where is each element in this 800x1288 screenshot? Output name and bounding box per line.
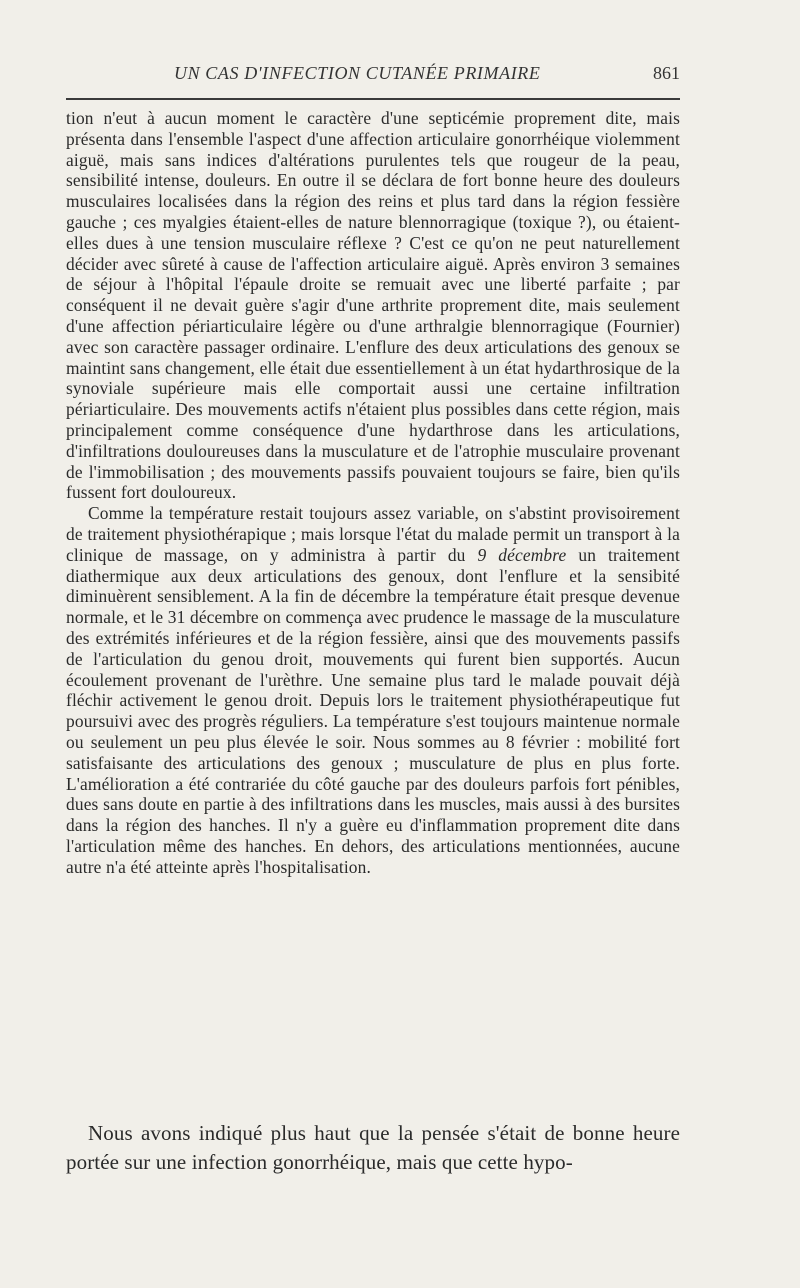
paragraph-continuation: tion n'eut à aucun moment le caractère d'une septicémie proprement dite, mais présenta dans l'ensemble l'aspect d'une affection articulaire gonorrhéique violemment aiguë, mais sans indices d'altérations purulentes tels que rougeur de la peau, sensibilité intense, douleurs. En outre il se déclara de fort bonne heure des douleurs musculaires localisées dans la région des reins et plus tard dans la région fessière gauche ; ces myalgies étaient-elles de nature blennorragique (toxique ?), ou étaient-elles dues à une tension musculaire réflexe ? C'est ce qu'on ne peut naturellement décider avec sûreté à cause de l'affection articulaire aiguë. Après environ 3 semaines de séjour à l'hôpital l'épaule droite se remuait avec une liberté parfaite ; par conséquent il ne devait guère s'agir d'une arthrite proprement dite, mais seulement d'une affection périarticulaire légère ou d'une arthralgie blennorragique (Fournier) avec son caractère passager ordinaire. L'enflure des deux articulations des genoux se maintint sans changement, elle était due essentiellement à un état hydarthrosique de la synoviale supérieure mais elle comportait aussi une certaine infiltration périarticulaire. Des mouvements actifs n'étaient plus possibles dans cette région, mais principalement comme conséquence d'une hydarthrose dans les articulations, d'infiltrations douloureuses dans la musculature et de l'atrophie musculaire provenant de l'immobilisation ; des mouvements passifs pouvaient toujours se faire, bien qu'ils fussent fort douloureux. <box>66 108 680 503</box>
conclusion-text <box>66 1119 680 1177</box>
header-rule <box>66 98 680 100</box>
paragraph-treatment <box>66 503 680 877</box>
running-title: UN CAS D'INFECTION CUTANÉE PRIMAIRE <box>174 63 541 83</box>
page-number: 861 <box>653 63 680 83</box>
date-emphasis: 9 décembre <box>477 544 567 565</box>
paragraph-treatment-start: Comme la température restait toujours assez variable, on s'abstint provisoirement de traitement physiothérapique ; mais lorsque l'état du malade permit un transport à la clinique de massage, on y administra à partir du <box>66 503 680 565</box>
body-text <box>66 108 680 877</box>
paragraph-treatment-end: un traitement diathermique aux deux articulations des genoux, dont l'enflure et la sensibité diminuèrent sensiblement. A la fin de décembre la température était presque devenue normale, et le 31 décembre on commença avec prudence le massage de la musculature des extrémités inférieures et de la région fessière, ainsi que des mouvements passifs de l'articulation du genou droit, mouvements qui furent bien supportés. Aucun écoulement provenant de l'urèthre. Une semaine plus tard le malade pouvait déjà fléchir activement le genou droit. Depuis lors le traitement physiothérapeutique fut poursuivi avec des progrès réguliers. La température s'est toujours maintenue normale ou seulement un peu plus élevée le soir. Nous sommes au 8 février : mobilité fort satisfaisante des articulations des genoux ; musculature de plus en plus forte. L'amélioration a été contrariée du côté gauche par des douleurs parfois fort pénibles, dues sans doute en partie à des infiltrations dans les muscles, mais aussi à des bursites dans la région des hanches. Il n'y a guère eu d'inflammation proprement dite dans l'articulation même des hanches. En dehors, des articulations mentionnées, aucune autre n'a été atteinte après l'hospitalisation. <box>66 544 680 877</box>
page-header <box>66 62 680 88</box>
conclusion-paragraph: Nous avons indiqué plus haut que la pensée s'était de bonne heure portée sur une infection gonorrhéique, mais que cette hypo- <box>66 1121 680 1174</box>
